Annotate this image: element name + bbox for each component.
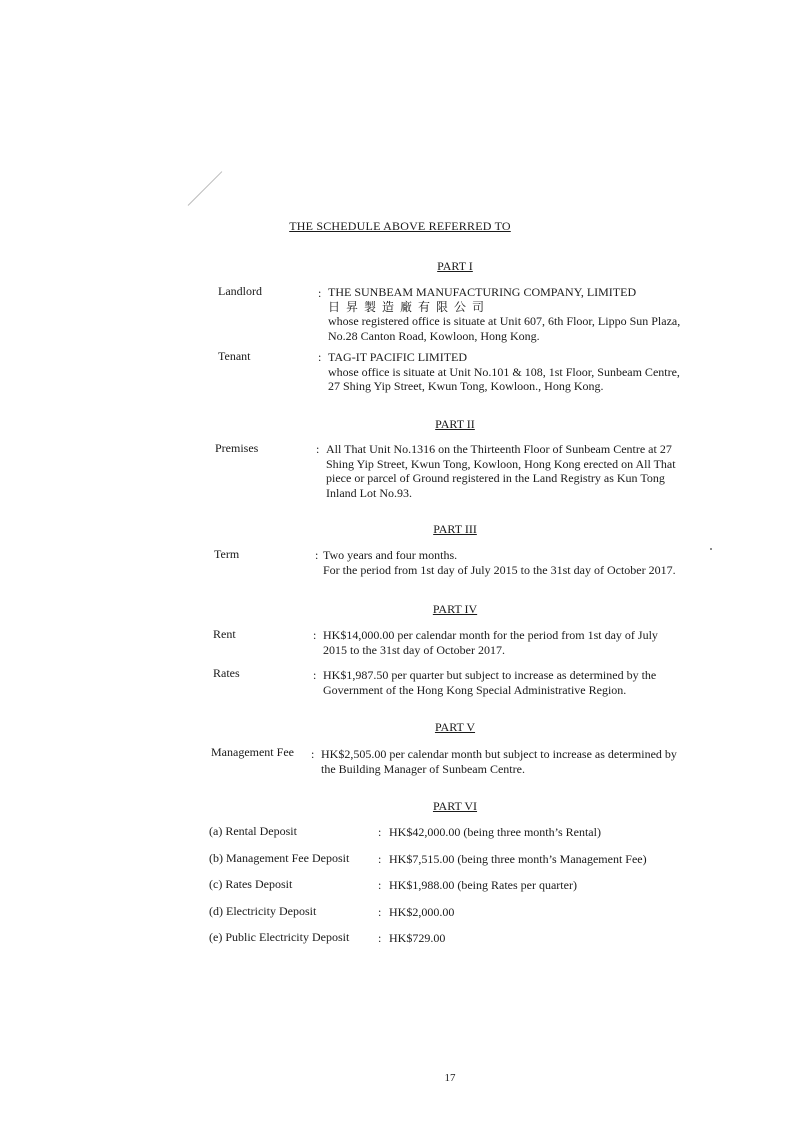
premises-details: [326, 442, 694, 500]
landlord-address-line-1: whose registered office is situate at Unit 607, 6th Floor, Lippo Sun Plaza,: [328, 314, 681, 328]
term-label: Term: [214, 547, 240, 561]
part-2-heading: PART II: [435, 417, 475, 431]
landlord-name-chinese: 日昇製造廠有限公司: [328, 299, 491, 314]
rates-details: [323, 668, 691, 697]
management-fee-deposit-value: HK$7,515.00 (being three month’s Management Fee): [389, 852, 647, 866]
landlord-label: Landlord: [218, 284, 262, 298]
landlord-name: THE SUNBEAM MANUFACTURING COMPANY, LIMITED: [328, 285, 637, 299]
tenant-name: TAG-IT PACIFIC LIMITED: [328, 350, 468, 364]
landlord-address-line-2: No.28 Canton Road, Kowloon, Hong Kong.: [328, 328, 540, 343]
rates-line-2: Government of the Hong Kong Special Administrative Region.: [323, 682, 627, 697]
premises-colon: :: [316, 442, 320, 456]
management-fee-deposit-colon: :: [378, 852, 382, 866]
term-colon: :: [315, 548, 319, 562]
rental-deposit-colon: :: [378, 825, 382, 839]
management-fee-label: Management Fee: [211, 745, 294, 759]
rates-label: Rates: [213, 666, 240, 680]
landlord-colon: :: [318, 286, 322, 300]
scan-artifact-line: [188, 171, 223, 206]
rent-details: [323, 628, 691, 657]
rental-deposit-label: (a) Rental Deposit: [209, 824, 297, 838]
scan-artifact-dot: [710, 548, 712, 550]
public-electricity-deposit-colon: :: [378, 931, 382, 945]
management-fee-deposit-label: (b) Management Fee Deposit: [209, 851, 350, 865]
tenant-address-line-1: whose office is situate at Unit No.101 & 108, 1st Floor, Sunbeam Centre,: [328, 364, 680, 379]
premises-line-3: piece or parcel of Ground registered in the Land Registry as Kun Tong: [326, 471, 665, 485]
premises-label: Premises: [215, 441, 259, 455]
term-line-2: For the period from 1st day of July 2015 to the 31st day of October 2017.: [323, 562, 676, 577]
electricity-deposit-value: HK$2,000.00: [389, 905, 455, 919]
term-line-1: Two years and four months.: [323, 548, 458, 562]
management-fee-line-1: HK$2,505.00 per calendar month but subject to increase as determined by: [321, 747, 677, 761]
tenant-label: Tenant: [218, 349, 251, 363]
page-number: 17: [444, 1072, 456, 1084]
rates-deposit-value: HK$1,988.00 (being Rates per quarter): [389, 878, 577, 892]
landlord-details: [328, 285, 698, 343]
part-6-heading: PART VI: [432, 799, 478, 813]
term-details: [323, 548, 693, 577]
tenant-address-line-2: 27 Shing Yip Street, Kwun Tong, Kowloon., Hong Kong.: [328, 379, 604, 393]
management-fee-line-2: the Building Manager of Sunbeam Centre.: [321, 761, 525, 776]
rates-line-1: HK$1,987.50 per quarter but subject to increase as determined by the: [323, 668, 657, 682]
part-5-heading: PART V: [434, 720, 476, 734]
rental-deposit-value: HK$42,000.00 (being three month’s Rental): [389, 825, 601, 839]
rent-line-1: HK$14,000.00 per calendar month for the period from 1st day of July: [323, 628, 658, 642]
management-fee-colon: :: [311, 747, 315, 761]
rates-deposit-colon: :: [378, 878, 382, 892]
rent-label: Rent: [213, 627, 236, 641]
tenant-details: [328, 350, 698, 394]
premises-line-2: Shing Yip Street, Kwun Tong, Kowloon, Hong Kong erected on All That: [326, 456, 676, 471]
rent-line-2: 2015 to the 31st day of October 2017.: [323, 642, 505, 657]
electricity-deposit-colon: :: [378, 905, 382, 919]
management-fee-details: [321, 747, 691, 776]
electricity-deposit-label: (d) Electricity Deposit: [209, 904, 317, 918]
tenant-colon: :: [318, 350, 322, 364]
public-electricity-deposit-label: (e) Public Electricity Deposit: [209, 930, 350, 944]
part-4-heading: PART IV: [432, 602, 478, 616]
rent-colon: :: [313, 628, 317, 642]
premises-line-4: Inland Lot No.93.: [326, 485, 412, 500]
part-3-heading: PART III: [433, 522, 477, 536]
public-electricity-deposit-value: HK$729.00: [389, 931, 446, 945]
part-1-heading: PART I: [437, 259, 473, 273]
rates-deposit-label: (c) Rates Deposit: [209, 877, 293, 891]
premises-line-1: All That Unit No.1316 on the Thirteenth Floor of Sunbeam Centre at 27: [326, 442, 672, 456]
schedule-title: THE SCHEDULE ABOVE REFERRED TO: [289, 219, 511, 233]
rates-colon: :: [313, 668, 317, 682]
